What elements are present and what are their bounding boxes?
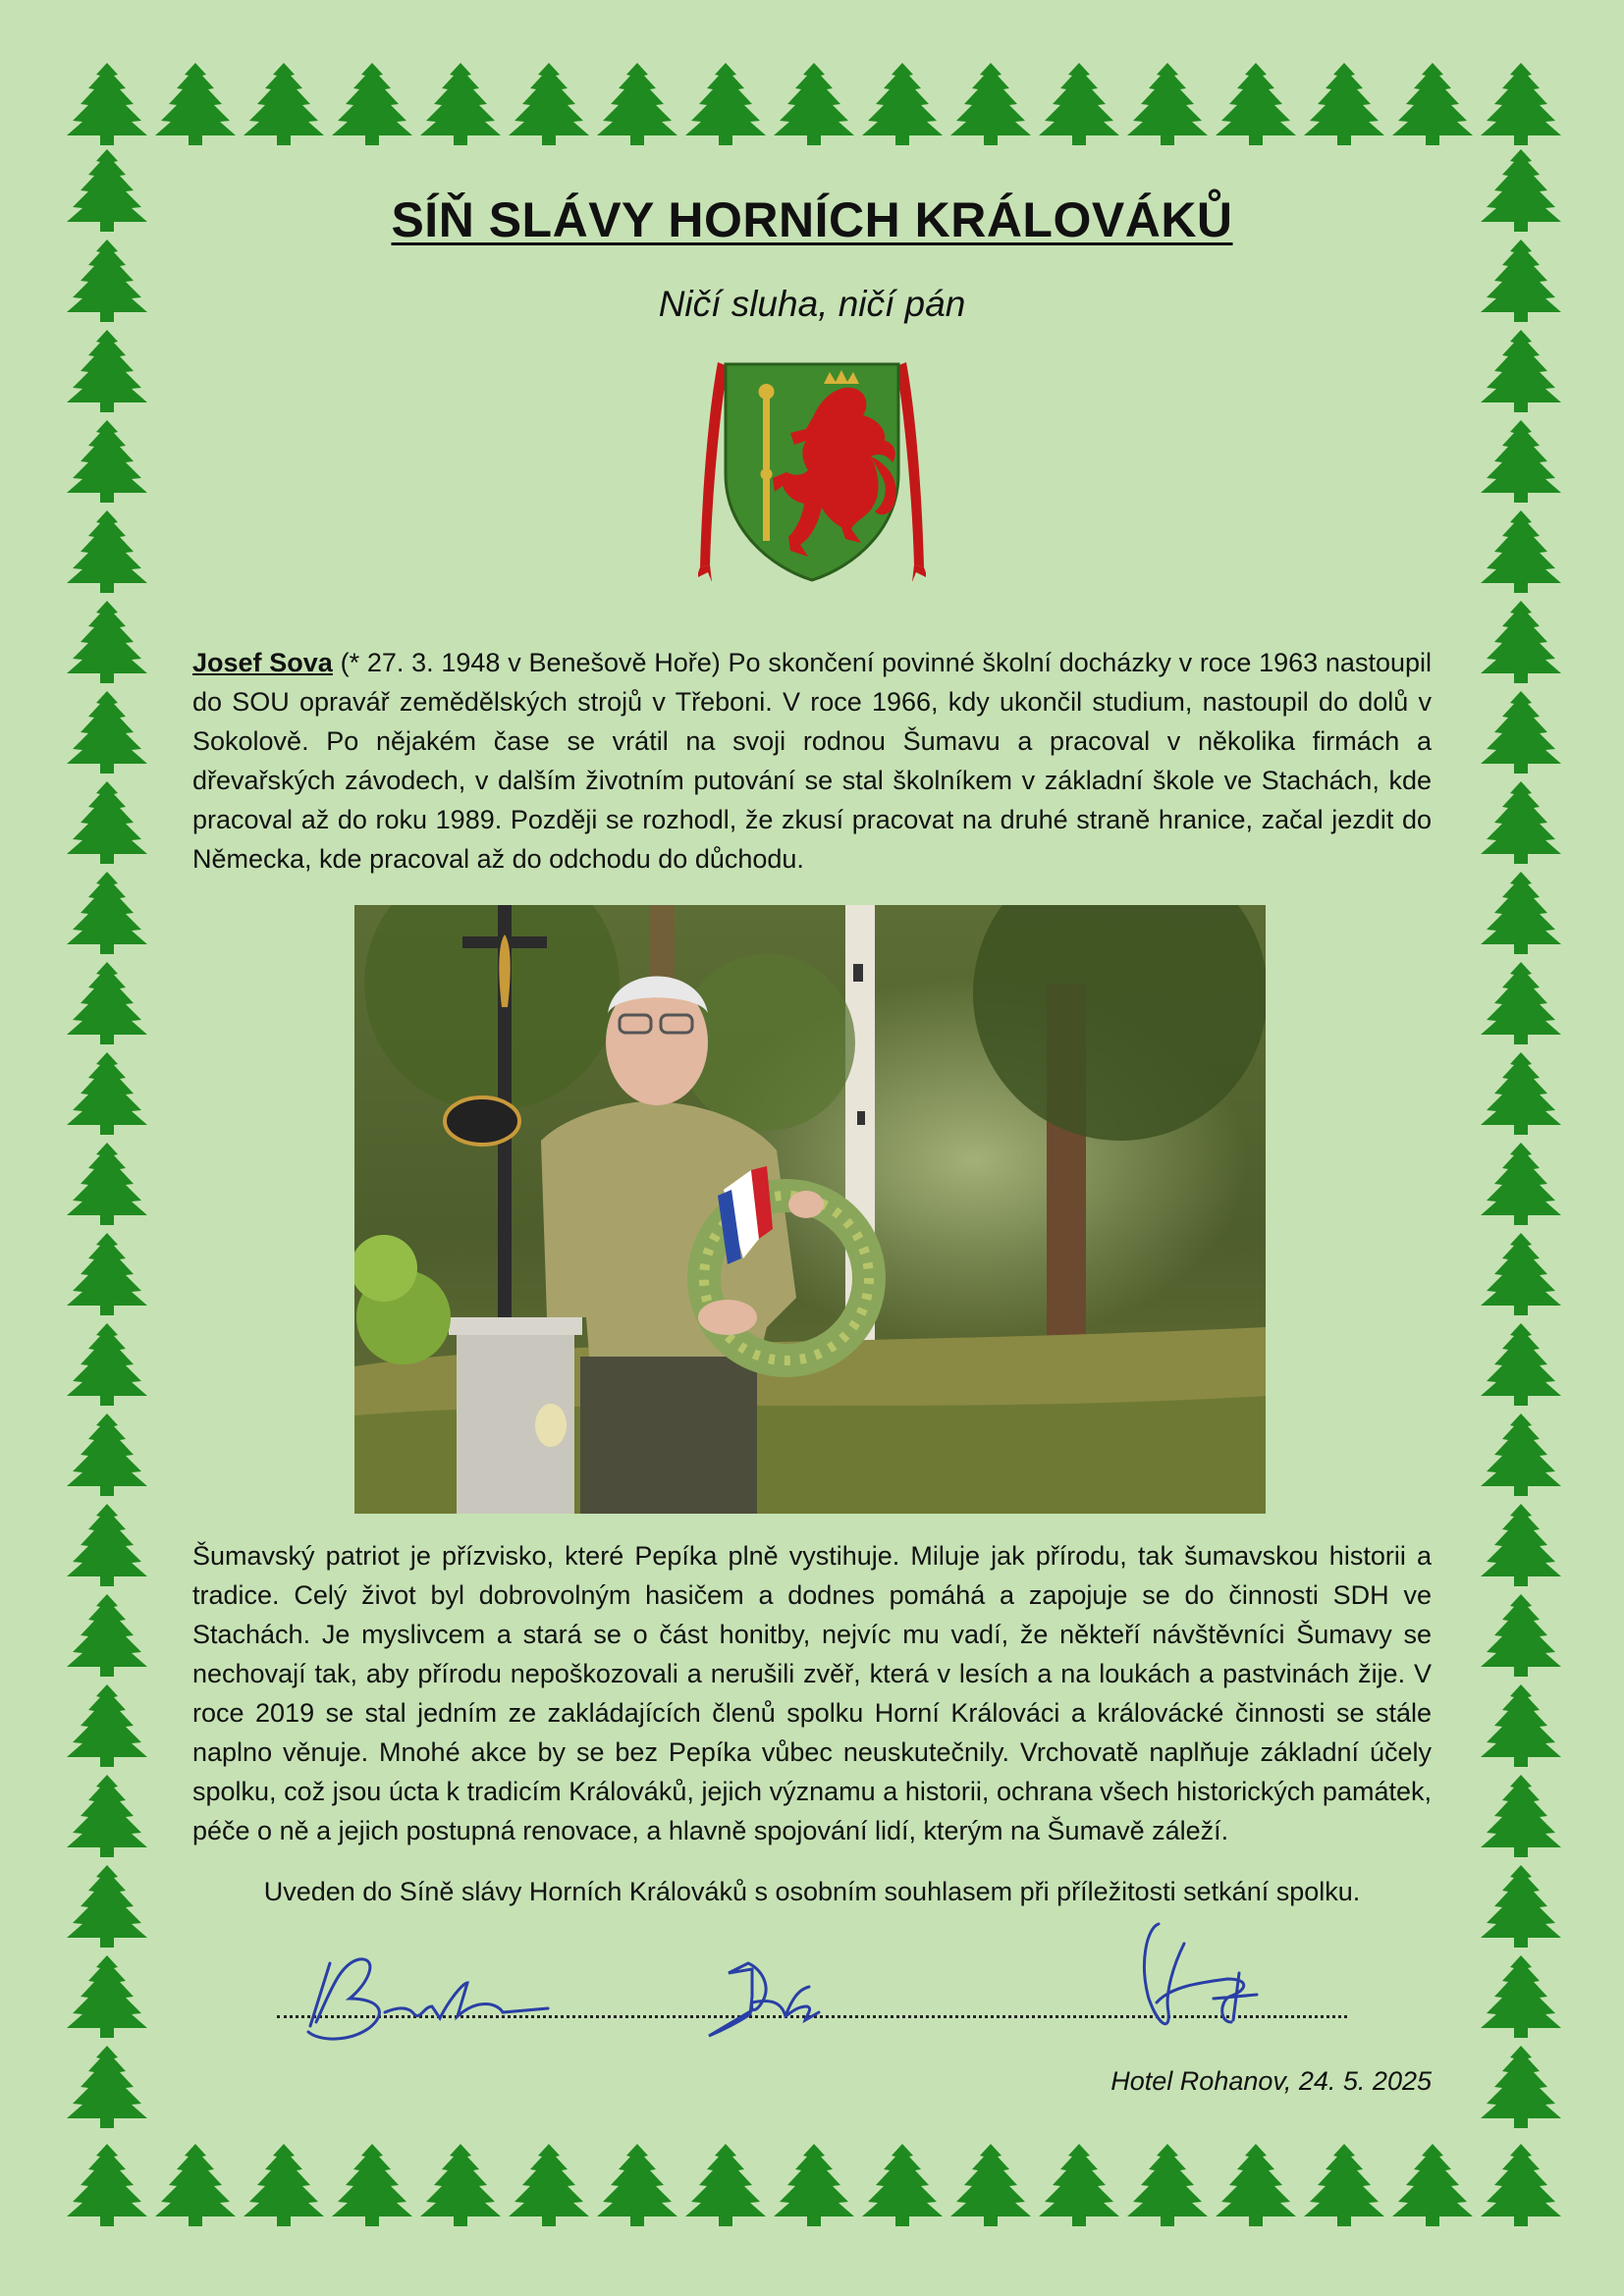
tree-icon <box>593 61 681 147</box>
tree-icon <box>1477 689 1565 775</box>
tree-icon <box>151 61 240 147</box>
tree-icon <box>63 2044 151 2130</box>
tree-icon <box>328 61 416 147</box>
tree-icon <box>240 61 328 147</box>
tree-icon <box>1388 61 1477 147</box>
tree-icon <box>63 779 151 866</box>
tree-icon <box>63 1502 151 1588</box>
tree-icon <box>858 61 947 147</box>
motto: Ničí sluha, ničí pán <box>658 284 966 324</box>
page-title: SÍŇ SLÁVY HORNÍCH KRÁLOVÁKŮ <box>391 192 1233 247</box>
bio-paragraph-2: Šumavský patriot je přízvisko, které Pepíka plně vystihuje. Miluje jak přírodu, tak šumavskou historii a tradice. Celý život byl dobrovolným hasičem a dodnes pomáhá a zapojuje se do činnosti SDH ve Stachách. Je myslivcem a stará se o část honitby, nejvíc mu vadí, že někteří návštěvníci Šumavy se nechovají tak, aby přírodu nepoškozovali a nerušili zvěř, která v lesích a na loukách a pastvinách žije. V roce 2019 se stal jedním ze zakládajících členů spolku Horní Králováci a královácké činnosti se stále naplno věnuje. Mnohé akce by se bez Pepíka vůbec neuskutečnily. Vrchovatě naplňuje základní účely spolku, což jsou úcta k tradicím Králováků, jejich významu a historii, ochrana všech historických památek, péče o ně a jejich postupná renovace, a hlavně spojování lidí, kterým na Šumavě záleží. <box>192 1541 1432 1845</box>
tree-icon <box>1123 2142 1212 2228</box>
tree-icon <box>1477 960 1565 1046</box>
tree-icon <box>63 1231 151 1317</box>
induction-note: Uveden do Síně slávy Horních Králováků s osobním souhlasem při příležitosti setkání spolku. <box>263 1877 1361 1906</box>
tree-icon <box>1477 61 1565 147</box>
tree-icon <box>151 2142 240 2228</box>
border-bottom <box>63 2142 1565 2228</box>
tree-icon <box>63 960 151 1046</box>
tree-icon <box>505 2142 593 2228</box>
tree-icon <box>1477 328 1565 414</box>
tree-icon <box>1035 2142 1123 2228</box>
signatures-icon <box>192 1904 1432 2081</box>
tree-icon <box>593 2142 681 2228</box>
tree-icon <box>1477 2142 1565 2228</box>
border-right <box>1477 147 1565 2130</box>
tree-icon <box>1477 1050 1565 1137</box>
place-date: Hotel Rohanov, 24. 5. 2025 <box>1110 2066 1432 2096</box>
coat-of-arms-icon <box>698 356 926 586</box>
tree-icon <box>1477 1141 1565 1227</box>
tree-icon <box>770 2142 858 2228</box>
tree-icon <box>1477 599 1565 685</box>
tree-icon <box>1477 1682 1565 1769</box>
tree-icon <box>1300 2142 1388 2228</box>
tree-icon <box>63 2142 151 2228</box>
tree-icon <box>1477 1231 1565 1317</box>
tree-icon <box>947 2142 1035 2228</box>
tree-icon <box>1477 2044 1565 2130</box>
tree-icon <box>63 1141 151 1227</box>
tree-icon <box>63 1050 151 1137</box>
tree-icon <box>63 1773 151 1859</box>
tree-icon <box>416 2142 505 2228</box>
tree-icon <box>1477 238 1565 324</box>
tree-icon <box>505 61 593 147</box>
tree-icon <box>63 1863 151 1949</box>
tree-icon <box>1477 870 1565 956</box>
document-body <box>192 191 1432 2096</box>
tree-icon <box>63 147 151 234</box>
tree-icon <box>681 2142 770 2228</box>
portrait-photo <box>354 905 1266 1514</box>
border-top <box>63 61 1565 147</box>
tree-icon <box>1477 1863 1565 1949</box>
tree-icon <box>328 2142 416 2228</box>
tree-icon <box>1212 2142 1300 2228</box>
tree-icon <box>1388 2142 1477 2228</box>
tree-icon <box>63 599 151 685</box>
tree-icon <box>1477 1412 1565 1498</box>
tree-icon <box>1477 418 1565 505</box>
tree-icon <box>63 1953 151 2040</box>
tree-icon <box>1477 1592 1565 1679</box>
tree-icon <box>63 61 151 147</box>
tree-icon <box>63 238 151 324</box>
tree-icon <box>1477 147 1565 234</box>
bio-paragraph-1 <box>192 643 1432 879</box>
tree-icon <box>63 328 151 414</box>
tree-icon <box>1477 508 1565 595</box>
border-left <box>63 147 151 2130</box>
tree-icon <box>1300 61 1388 147</box>
tree-icon <box>63 689 151 775</box>
person-name: Josef Sova <box>192 648 333 677</box>
tree-icon <box>63 1592 151 1679</box>
tree-icon <box>1035 61 1123 147</box>
tree-icon <box>63 418 151 505</box>
tree-icon <box>1477 1953 1565 2040</box>
tree-icon <box>681 61 770 147</box>
tree-icon <box>1212 61 1300 147</box>
tree-icon <box>1123 61 1212 147</box>
tree-icon <box>1477 1773 1565 1859</box>
tree-icon <box>63 1321 151 1408</box>
tree-icon <box>1477 779 1565 866</box>
tree-icon <box>770 61 858 147</box>
tree-icon <box>63 508 151 595</box>
tree-icon <box>63 1682 151 1769</box>
bio-intro-text: (* 27. 3. 1948 v Benešově Hoře) Po skončení povinné školní docházky v roce 1963 nastoupil do SOU opravář zemědělských strojů v Třeboni. V roce 1966, kdy ukončil studium, nastoupil do dolů v Sokolově. Po nějakém čase se vrátil na svoji rodnou Šumavu a pracoval v několika firmách a dřevařských závodech, v dalším životním putování se stal školníkem v základní škole ve Stachách, kde pracoval až do roku 1989. Později se rozhodl, že zkusí pracovat na druhé straně hranice, začal jezdit do Německa, kde pracoval až do odchodu do důchodu. <box>192 648 1432 874</box>
tree-icon <box>1477 1321 1565 1408</box>
tree-icon <box>1477 1502 1565 1588</box>
tree-icon <box>240 2142 328 2228</box>
tree-icon <box>63 1412 151 1498</box>
tree-icon <box>63 870 151 956</box>
tree-icon <box>416 61 505 147</box>
tree-icon <box>947 61 1035 147</box>
tree-icon <box>858 2142 947 2228</box>
